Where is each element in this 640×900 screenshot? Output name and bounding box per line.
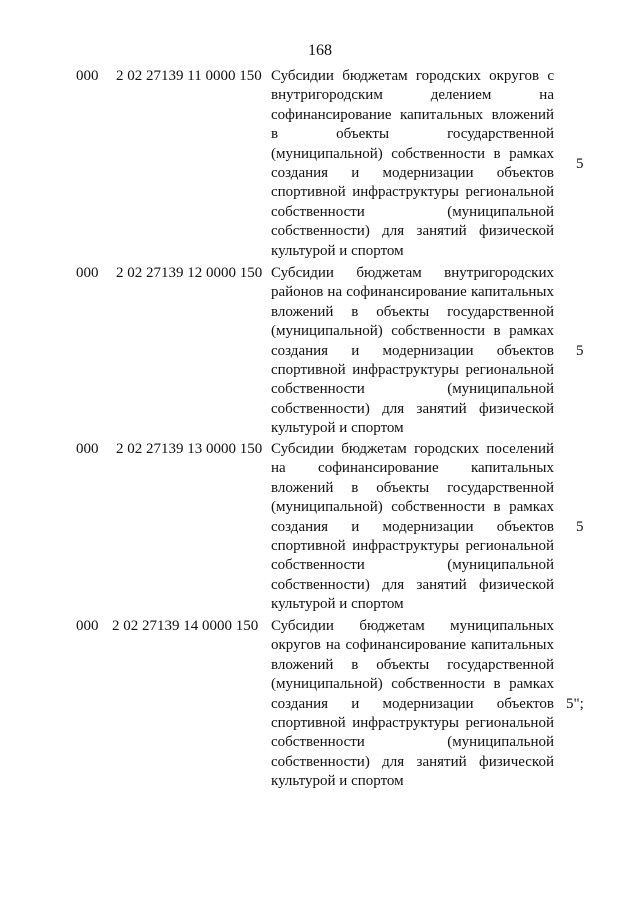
table-row: [0, 264, 640, 436]
amount: 5: [576, 343, 584, 359]
admin-code: 000: [76, 618, 99, 634]
table-row: [0, 67, 640, 257]
amount: 5: [576, 519, 584, 535]
page-number: 168: [308, 42, 332, 59]
amount: 5: [576, 156, 584, 172]
table-row: [0, 617, 640, 789]
income-description: Субсидии бюджетам муниципальных округов на софинансирование капитальных вложений в объекты государственной (муниципальной) собственности в рамках создания и модернизации объектов спортивной инфраструктуры региональной собственности (муниципальной собственности) для занятий физической культурой и спортом: [271, 618, 554, 790]
admin-code: 000: [76, 265, 99, 281]
income-code: 2 02 27139 13 0000 150: [116, 441, 263, 457]
amount: 5";: [566, 696, 584, 712]
income-description: Субсидии бюджетам внутригородских районов на софинансирование капитальных вложений в объекты государственной (муниципальной) собственности в рамках создания и модернизации объектов спортивной инфраструктуры региональной собственности (муниципальной собственности) для занятий физической культурой и спортом: [271, 265, 554, 437]
admin-code: 000: [76, 441, 99, 457]
income-code: 2 02 27139 11 0000 150: [116, 68, 262, 84]
admin-code: 000: [76, 68, 99, 84]
income-code: 2 02 27139 14 0000 150: [112, 618, 259, 634]
income-code: 2 02 27139 12 0000 150: [116, 265, 263, 281]
table-row: [0, 440, 640, 612]
income-description: Субсидии бюджетам городских округов с внутригородским делением на софинансирование капитальных вложений в объекты государственной (муниципальной) собственности в рамках создания и модернизации объектов спортивной инфраструктуры региональной собственности (муниципальной собственности) для занятий физической культурой и спортом: [271, 68, 554, 259]
income-description: Субсидии бюджетам городских поселений на софинансирование капитальных вложений в объекты государственной (муниципальной) собственности в рамках создания и модернизации объектов спортивной инфраструктуры региональной собственности (муниципальной собственности) для занятий физической культурой и спортом: [271, 441, 554, 613]
